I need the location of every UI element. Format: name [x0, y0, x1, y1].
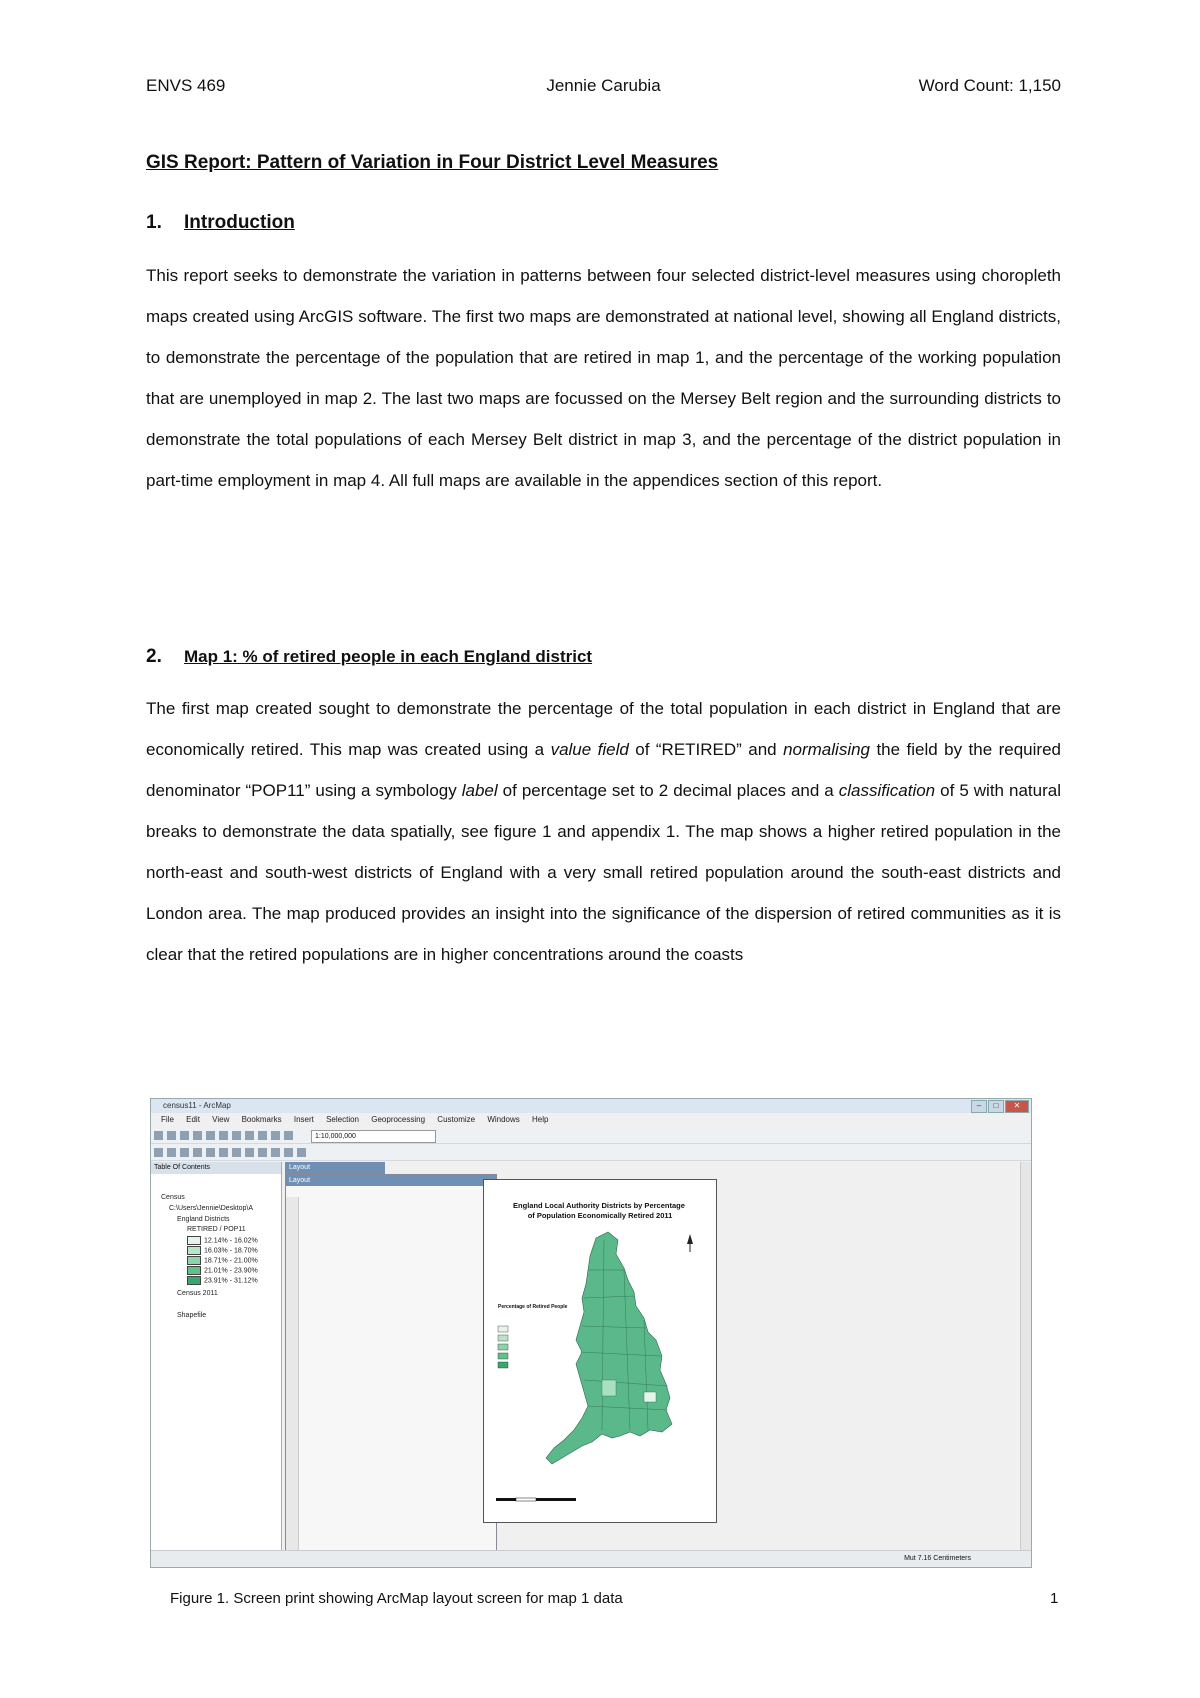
north-arrow-icon	[687, 1234, 693, 1252]
legend-class-label: 21.01% - 23.90%	[204, 1267, 258, 1275]
layout-page	[483, 1179, 717, 1523]
minimize-icon[interactable]: –	[971, 1100, 987, 1113]
vertical-ruler	[286, 1197, 299, 1550]
menu-view[interactable]: View	[212, 1115, 230, 1124]
london-area	[644, 1392, 656, 1402]
map-title-line: of Population Economically Retired 2011	[527, 1211, 673, 1220]
window-controls	[971, 1100, 1029, 1112]
legend-swatch	[187, 1276, 201, 1285]
open-icon[interactable]	[167, 1131, 176, 1140]
toc-item[interactable]: Census	[161, 1194, 185, 1201]
map1-em-classification: classification	[838, 781, 936, 800]
layout-tab[interactable]: Layout	[285, 1162, 385, 1174]
copy-icon[interactable]	[219, 1131, 228, 1140]
intro-text: This report seeks to demonstrate the variation in patterns between four selected district-level measures using choropleth maps created using ArcGIS software. The first two maps are demonstrated at national level, showing all England districts, to demonstrate the percentage of the population that are retired in map 1, and the percentage of the working population that are unemployed in map 2. The last two maps are focussed on the Mersey Belt region and the surrounding districts to demonstrate the total populations of each Mersey Belt district in map 3, and the percentage of the district population in part-time employment in map 4. All full maps are available in the appendices section of this report.	[146, 266, 1061, 490]
arcmap-menubar	[151, 1113, 1031, 1127]
pan-icon[interactable]	[180, 1148, 189, 1157]
zoom-in-icon[interactable]	[154, 1148, 163, 1157]
forward-icon[interactable]	[219, 1148, 228, 1157]
legend-class-label: 16.03% - 18.70%	[204, 1247, 258, 1255]
legend-swatch	[498, 1326, 508, 1332]
add-data-icon[interactable]	[284, 1131, 293, 1140]
arcmap-screenshot	[150, 1098, 1032, 1568]
menu-selection[interactable]: Selection	[326, 1115, 360, 1124]
save-icon[interactable]	[180, 1131, 189, 1140]
back-icon[interactable]	[206, 1148, 215, 1157]
toc-legend-class	[187, 1256, 258, 1265]
toc-item[interactable]: Shapefile	[177, 1312, 207, 1319]
legend-swatch	[498, 1335, 508, 1341]
redo-icon[interactable]	[271, 1131, 280, 1140]
figure-caption: Figure 1. Screen print showing ArcMap layout screen for map 1 data	[170, 1590, 623, 1607]
toc-title: Table Of Contents	[151, 1162, 281, 1174]
section-1-heading	[146, 212, 295, 234]
menu-geoprocessing[interactable]: Geoprocessing	[371, 1115, 426, 1124]
page-number: 1	[1050, 1590, 1059, 1607]
paste-icon[interactable]	[232, 1131, 241, 1140]
find-icon[interactable]	[258, 1148, 267, 1157]
standard-toolbar	[151, 1127, 1031, 1144]
identify-icon[interactable]	[245, 1148, 254, 1157]
legend-swatch	[498, 1353, 508, 1359]
page-header	[146, 76, 1061, 102]
map-scale-input[interactable]: 1:10,000,000	[311, 1130, 436, 1143]
legend-title: Percentage of Retired People	[498, 1304, 568, 1310]
scale-bar	[496, 1498, 576, 1501]
arcmap-window-title: census11 - ArcMap	[163, 1101, 231, 1110]
section-2-paragraph	[146, 688, 1061, 975]
status-coordinates: Mut 7.16 Centimeters	[904, 1555, 971, 1562]
toc-legend-class	[187, 1266, 258, 1275]
map1-em-label: label	[461, 781, 498, 800]
menu-windows[interactable]: Windows	[487, 1115, 520, 1124]
toc-item[interactable]: C:\Users\Jennie\Desktop\A	[169, 1205, 254, 1212]
layout-toolbar-window	[285, 1174, 497, 1551]
section-1-number: 1.	[146, 212, 162, 233]
map1-em-normalising: normalising	[783, 740, 871, 759]
england-map	[546, 1232, 672, 1464]
section-2-heading	[146, 646, 592, 668]
undo-icon[interactable]	[258, 1131, 267, 1140]
menu-edit[interactable]: Edit	[186, 1115, 200, 1124]
delete-icon[interactable]	[245, 1131, 254, 1140]
report-title: GIS Report: Pattern of Variation in Four District Level Measures	[146, 152, 719, 173]
table-of-contents	[151, 1162, 282, 1551]
map-layout-svg	[484, 1180, 716, 1522]
maximize-icon[interactable]: □	[988, 1100, 1004, 1113]
print-icon[interactable]	[193, 1131, 202, 1140]
section-2-title: Map 1: % of retired people in each England district	[184, 647, 593, 666]
full-extent-icon[interactable]	[193, 1148, 202, 1157]
vertical-scrollbar[interactable]	[1020, 1162, 1031, 1551]
map-title	[513, 1201, 687, 1220]
measure-icon[interactable]	[271, 1148, 280, 1157]
cut-icon[interactable]	[206, 1131, 215, 1140]
toc-item: RETIRED / POP11	[187, 1226, 246, 1233]
map1-text-part: of “RETIRED” and	[628, 740, 784, 759]
legend-swatch	[498, 1344, 508, 1350]
layout-window-title: Layout	[286, 1175, 496, 1186]
section-2-number: 2.	[146, 646, 162, 667]
toc-legend-class	[187, 1246, 258, 1255]
menu-customize[interactable]: Customize	[437, 1115, 476, 1124]
toc-legend-class	[187, 1236, 258, 1245]
legend-swatch	[187, 1246, 201, 1255]
map1-text-part: of percentage set to 2 decimal places and a	[497, 781, 839, 800]
map1-text	[146, 688, 1061, 975]
map-title-line: England Local Authority Districts by Percentage	[513, 1201, 685, 1210]
legend-class-label: 23.91% - 31.12%	[204, 1277, 258, 1285]
map1-em-value-field: value field	[550, 740, 629, 759]
menu-file[interactable]: File	[161, 1115, 174, 1124]
map1-text-part: of 5 with natural breaks to demonstrate the data spatially, see figure 1 and appendix 1. The map shows a higher retired population in the north-east and south-west districts of England with a very small retired population around the south-east districts and London area. The map produced provides an insight into the significance of the dispersion of retired communities as it is clear that the retired populations are in higher concentrations around the coasts	[146, 781, 1061, 964]
arcmap-statusbar	[151, 1550, 1031, 1567]
zoom-out-icon[interactable]	[167, 1148, 176, 1157]
new-icon[interactable]	[154, 1131, 163, 1140]
section-1-paragraph	[146, 255, 1061, 501]
hyperlink-icon[interactable]	[284, 1148, 293, 1157]
legend-class-label: 18.71% - 21.00%	[204, 1257, 258, 1265]
darker-district	[602, 1380, 616, 1396]
legend-swatch	[187, 1236, 201, 1245]
section-1-title: Introduction	[184, 212, 295, 233]
map1-text-part: the field by the required denominator “POP11” using a symbology	[146, 740, 1061, 800]
header-author: Jennie Carubia	[546, 76, 661, 95]
menu-bookmarks[interactable]: Bookmarks	[241, 1115, 282, 1124]
menu-help[interactable]: Help	[532, 1115, 549, 1124]
menu-insert[interactable]: Insert	[293, 1115, 314, 1124]
header-course: ENVS 469	[146, 76, 226, 95]
tools-toolbar	[151, 1144, 1031, 1161]
legend-swatch	[187, 1256, 201, 1265]
legend-swatch	[498, 1362, 508, 1368]
toc-item[interactable]: England Districts	[177, 1216, 230, 1223]
toc-item[interactable]: Census 2011	[177, 1290, 218, 1297]
legend-swatch	[187, 1266, 201, 1275]
legend-class-label: 12.14% - 16.02%	[204, 1237, 258, 1245]
html-popup-icon[interactable]	[297, 1148, 306, 1157]
select-icon[interactable]	[232, 1148, 241, 1157]
toc-legend-class	[187, 1276, 258, 1285]
arcmap-titlebar	[151, 1099, 1031, 1113]
map1-text-part: The first map created sought to demonstrate the percentage of the total population in each district in England that are economically retired. This map was created using a	[146, 699, 1061, 759]
close-icon[interactable]: ✕	[1005, 1100, 1029, 1113]
header-word-count: Word Count: 1,150	[918, 76, 1061, 95]
